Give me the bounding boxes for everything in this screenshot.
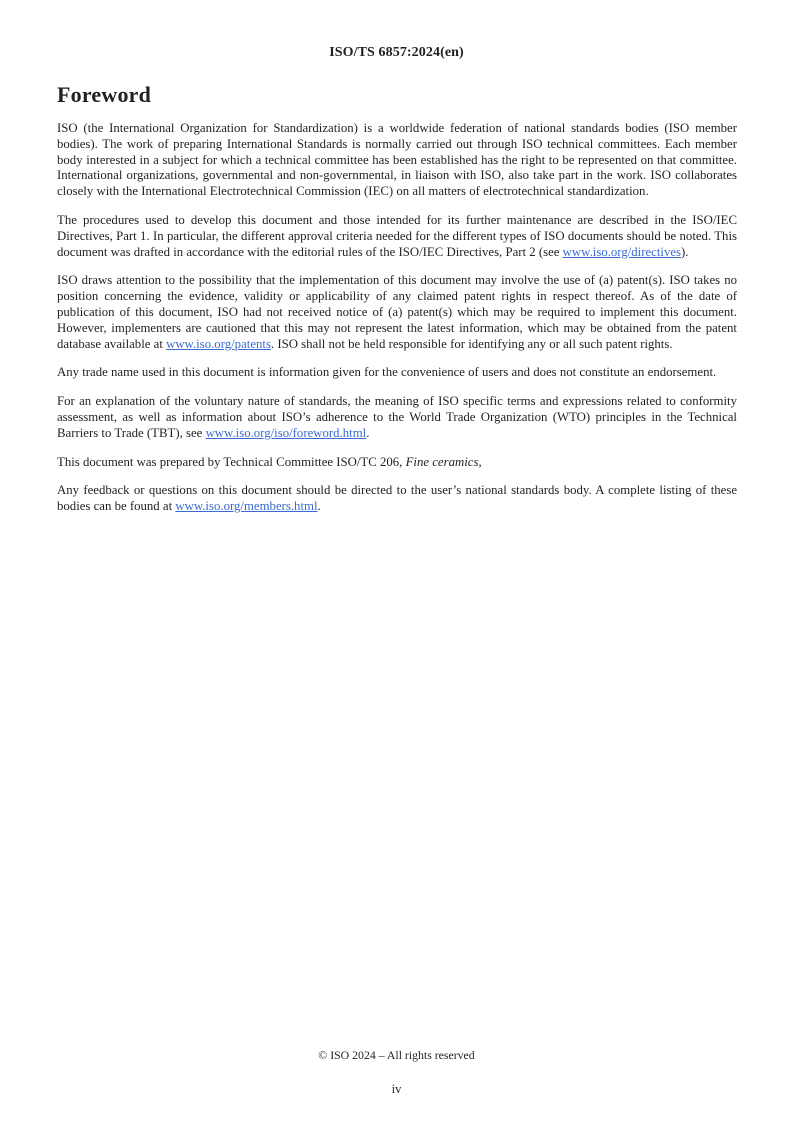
link-www-iso-org-patents[interactable]: www.iso.org/patents: [166, 336, 271, 351]
foreword-paragraph: [57, 455, 737, 471]
paragraph-text: For an explanation of the voluntary nature of standards, the meaning of ISO specific terms and expressions related to conformity assessment, as well as information about ISO’s adherence to the World Trade Organization (WTO) principles in the Technical Barriers to Trade (TBT), see: [57, 394, 737, 440]
link-www-iso-org-iso-foreword-html[interactable]: www.iso.org/iso/foreword.html: [205, 425, 367, 440]
document-reference: ISO/TS 6857:2024(en): [329, 45, 464, 60]
paragraph-text: Any trade name used in this document is information given for the convenience of users and does not constitute an endorsement.: [57, 365, 717, 380]
page-number: iv: [391, 1082, 402, 1096]
foreword-paragraph: [57, 365, 737, 381]
link-www-iso-org-members-html[interactable]: www.iso.org/members.html: [175, 499, 318, 514]
page-title: Foreword: [57, 82, 152, 107]
foreword-paragraph: [57, 394, 737, 441]
paragraph-text: This document was prepared by Technical Committee ISO/TC 206,: [57, 454, 406, 469]
paragraph-text: ISO (the International Organization for Standardization) is a worldwide federation of national standards bodies (ISO member bodies). The work of preparing International Standards is normally carried out through ISO technical committees. Each member body interested in a subject for which a technical committee has been established has the right to be represented on that committee. International organizations, governmental and non-governmental, in liaison with ISO, also take part in the work. ISO collaborates closely with the International Electrotechnical Commission (IEC) on all matters of electrotechnical standardization.: [57, 121, 737, 199]
link-www-iso-org-directives[interactable]: www.iso.org/directives: [562, 244, 682, 259]
foreword-paragraph: [57, 121, 737, 200]
copyright-notice: © ISO 2024 – All rights reserved: [318, 1048, 475, 1062]
paragraph-text: . ISO shall not be held responsible for identifying any or all such patent rights.: [270, 336, 673, 351]
paragraph-text: .: [366, 425, 370, 440]
paragraph-text: .: [317, 499, 321, 514]
paragraph-text: ,: [478, 454, 482, 469]
foreword-paragraph: [57, 273, 737, 352]
paragraph-text: ).: [681, 244, 689, 259]
paragraph-text: Any feedback or questions on this document should be directed to the user’s national standards body. A complete listing of these bodies can be found at: [57, 483, 737, 514]
paragraph-text: The procedures used to develop this document and those intended for its further maintenance are described in the ISO/IEC Directives, Part 1. In particular, the different approval criteria needed for the different types of ISO documents should be noted. This document was drafted in accordance with the editorial rules of the ISO/IEC Directives, Part 2 (see: [57, 212, 737, 259]
foreword-paragraph: [57, 213, 737, 260]
foreword-paragraphs: [57, 121, 737, 515]
foreword-paragraph: [57, 483, 737, 515]
paragraph-text: ISO draws attention to the possibility that the implementation of this document may involve the use of (a) patent(s). ISO takes no position concerning the evidence, validity or applicability of any claimed patent rights in respect thereof. As of the date of publication of this document, ISO had not received notice of (a) patent(s) which may be required to implement this document. However, implementers are cautioned that this may not represent the latest information, which may be obtained from the patent database available at: [57, 273, 737, 351]
committee-name: Fine ceramics: [405, 454, 479, 469]
